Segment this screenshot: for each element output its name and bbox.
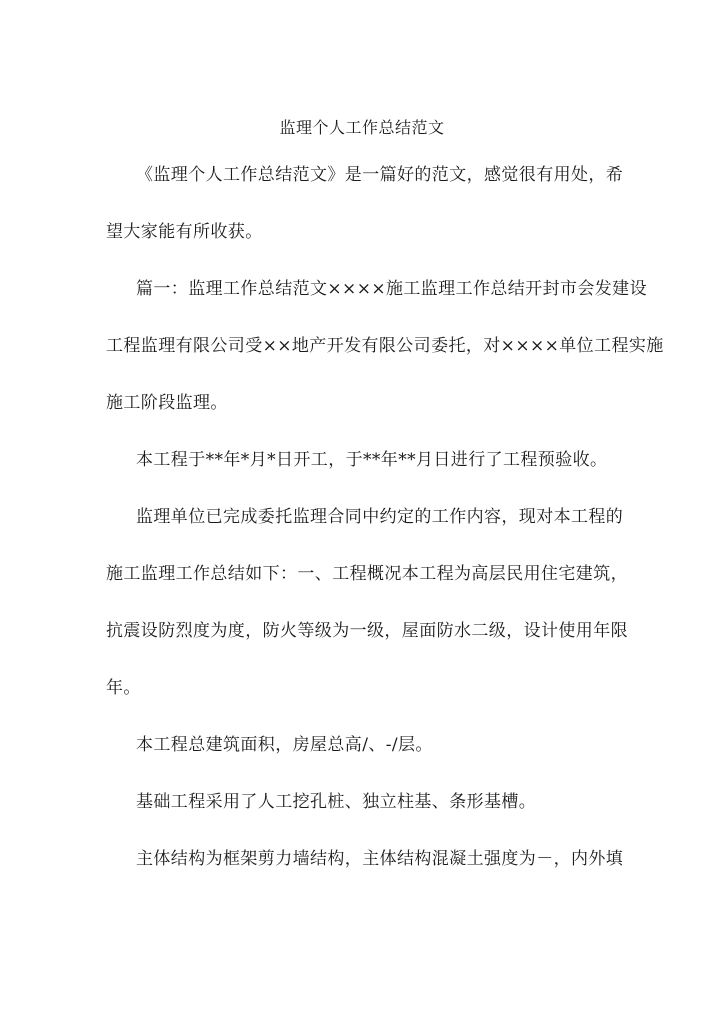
paragraph-line: 基础工程采用了人工挖孔桩、独立柱基、条形基槽。: [136, 792, 537, 812]
paragraph-line: 监理单位已完成委托监理合同中约定的工作内容，现对本工程的: [136, 507, 624, 527]
paragraph-line: 施工监理工作总结如下：一、工程概况本工程为高层民用住宅建筑，: [106, 564, 628, 584]
paragraph-line: 施工阶段监理。: [106, 393, 228, 413]
paragraph-line: 年。: [106, 678, 141, 698]
paragraph-line: 《监理个人工作总结范文》是一篇好的范文，感觉很有用处，希: [136, 165, 624, 185]
document-title: 监理个人工作总结范文: [279, 118, 445, 137]
paragraph-line: 工程监理有限公司受××地产开发有限公司委托，对××××单位工程实施: [106, 336, 664, 356]
paragraph-line: 篇一：监理工作总结范文××××施工监理工作总结开封市会发建设: [136, 279, 647, 299]
paragraph-line: 主体结构为框架剪力墙结构，主体结构混凝土强度为－，内外填: [136, 849, 624, 869]
paragraph-line: 本工程于**年*月*日开工，于**年**月日进行了工程预验收。: [136, 450, 608, 470]
paragraph-line: 本工程总建筑面积，房屋总高/、-/层。: [136, 735, 433, 755]
paragraph-line: 抗震设防烈度为度，防火等级为一级，屋面防水二级，设计使用年限: [106, 621, 628, 641]
paragraph-line: 望大家能有所收获。: [106, 222, 263, 242]
